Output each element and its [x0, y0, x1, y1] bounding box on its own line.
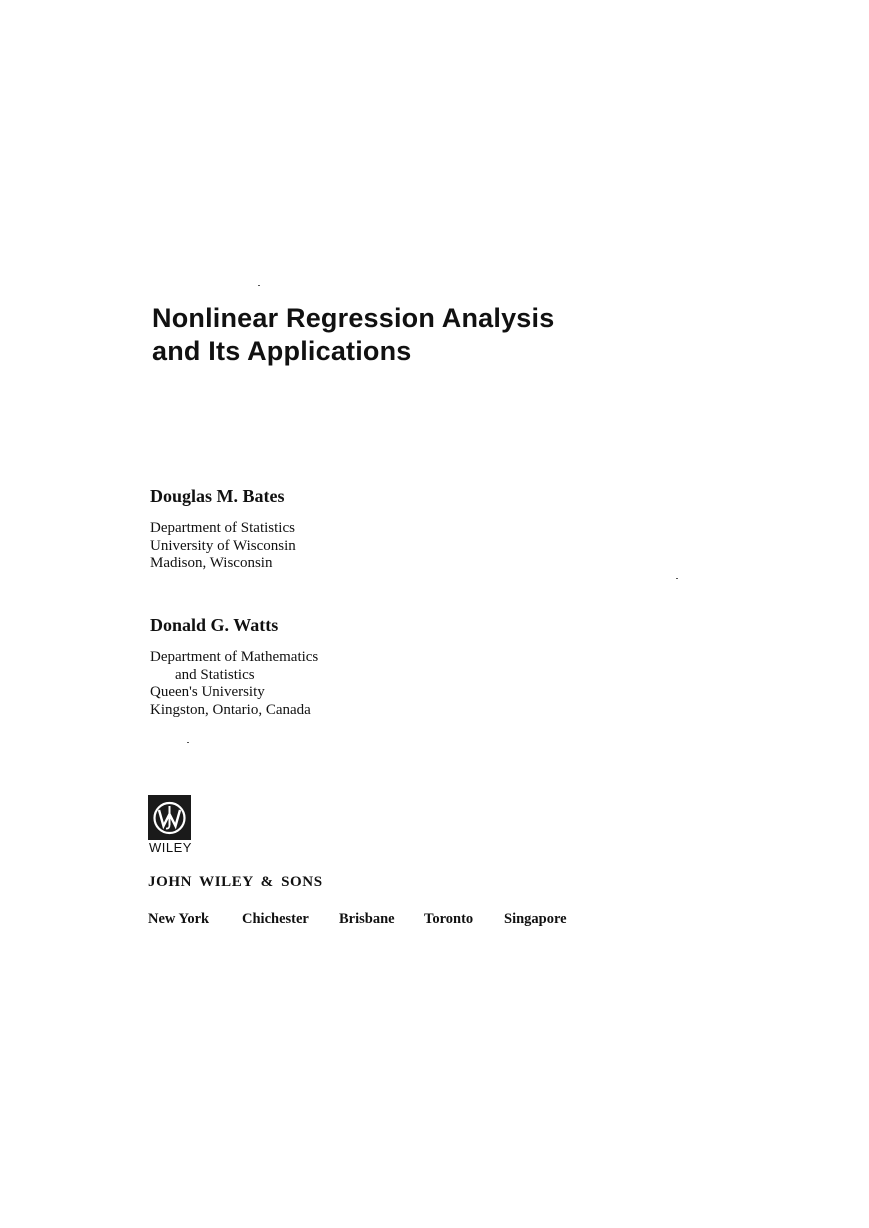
author-affiliation-line: Kingston, Ontario, Canada: [150, 701, 311, 718]
author-affiliation-line: Department of Statistics: [150, 520, 295, 536]
book-title-line-2: and Its Applications: [152, 336, 412, 366]
scan-speck: [676, 578, 678, 579]
publisher-name: JOHN WILEY & SONS: [148, 874, 323, 890]
scan-speck: [258, 285, 260, 286]
city-name: Toronto: [424, 911, 474, 927]
book-title-line-1: Nonlinear Regression Analysis: [152, 303, 555, 333]
author-block-watts: [150, 614, 318, 719]
author-affiliation-line: Queen's University: [150, 684, 265, 700]
city-name: Chichester: [242, 911, 309, 927]
city-name: Brisbane: [339, 911, 395, 927]
author-affiliation-line: University of Wisconsin: [150, 537, 296, 554]
author-name: Donald G. Watts: [150, 615, 279, 635]
author-affiliation-line: and Statistics: [175, 666, 255, 683]
wiley-logo-icon: [148, 795, 191, 840]
author-name: Douglas M. Bates: [150, 486, 285, 506]
author-block-bates: [150, 485, 296, 573]
scan-speck: [187, 742, 189, 743]
author-affiliation-line: Madison, Wisconsin: [150, 555, 273, 571]
book-title: [152, 302, 554, 368]
city-name: Singapore: [504, 911, 567, 927]
wiley-logo-label: WILEY: [149, 840, 192, 855]
city-name: New York: [148, 911, 210, 927]
author-affiliation-line: Department of Mathematics: [150, 649, 319, 665]
